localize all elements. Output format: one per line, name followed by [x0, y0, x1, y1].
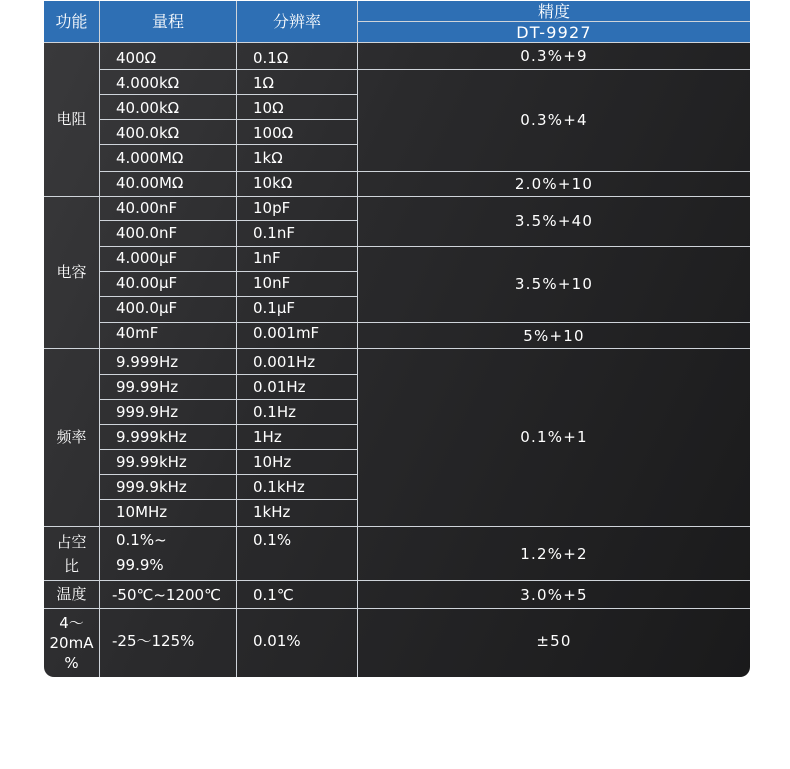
accuracy-cell: 3.0%+5: [520, 585, 588, 604]
range-cell: 400.0kΩ: [116, 124, 180, 142]
function-temperature: 温度: [56, 585, 87, 603]
divider-horizontal: [100, 94, 357, 95]
divider-horizontal: [100, 296, 357, 297]
resolution-cell: 0.1nF: [253, 224, 295, 242]
resolution-cell-temperature: 0.1℃: [253, 585, 294, 604]
duty-label-line2: 比: [63, 556, 79, 575]
range-cell: 4.000MΩ: [116, 149, 184, 167]
resolution-cell: 1nF: [253, 249, 281, 267]
range-cell: 400.0μF: [116, 299, 178, 317]
divider-horizontal: [100, 322, 357, 323]
resolution-cell: 0.01Hz: [253, 378, 306, 396]
accuracy-cell: 3.5%+10: [514, 275, 594, 293]
range-cell: 999.9kHz: [116, 478, 187, 496]
resolution-cell: 100Ω: [253, 124, 294, 142]
range-cell: 9.999kHz: [116, 428, 187, 446]
divider-horizontal: [100, 246, 357, 247]
duty-label-line1: 占空: [56, 532, 87, 551]
duty-range-line2: 99.9%: [116, 556, 164, 574]
resolution-cell-current: 0.01%: [253, 631, 301, 650]
divider-horizontal: [100, 499, 357, 500]
divider-horizontal: [100, 449, 357, 450]
resolution-cell: 10kΩ: [253, 174, 293, 192]
current-label-line2: 20mA: [49, 634, 94, 652]
accuracy-cell: 1.2%+2: [520, 544, 588, 563]
range-cell: 4.000μF: [116, 249, 178, 267]
range-cell: 400.0nF: [116, 224, 178, 242]
resolution-cell-duty: 0.1%: [253, 531, 292, 549]
resolution-cell: 1kΩ: [253, 149, 283, 167]
current-label-line3: %: [64, 654, 79, 672]
duty-range-line1: 0.1%~: [116, 531, 167, 549]
divider-horizontal: [44, 608, 750, 609]
resolution-cell: 10Ω: [253, 99, 284, 117]
divider-horizontal: [100, 220, 357, 221]
divider-horizontal: [100, 119, 357, 120]
divider-horizontal: [358, 69, 750, 70]
divider-horizontal: [100, 424, 357, 425]
range-cell-current: -25～125%: [112, 631, 195, 650]
accuracy-cell: 0.3%+9: [520, 46, 588, 65]
divider-horizontal: [44, 526, 750, 527]
range-cell: 40mF: [116, 324, 159, 342]
divider-horizontal: [100, 171, 357, 172]
range-cell: 999.9Hz: [116, 403, 179, 421]
header-accuracy: 精度: [358, 1, 750, 21]
function-current: [44, 609, 99, 677]
divider-horizontal: [100, 144, 357, 145]
accuracy-cell: ±50: [536, 631, 572, 650]
divider-horizontal: [44, 196, 750, 197]
function-frequency: 频率: [56, 428, 87, 446]
divider-vertical: [357, 1, 358, 677]
resolution-cell: 10Hz: [253, 453, 292, 471]
resolution-cell: 0.001mF: [253, 324, 320, 342]
resolution-cell: 0.001Hz: [253, 353, 316, 371]
accuracy-cell: 2.0%+10: [514, 174, 594, 193]
divider-horizontal: [100, 271, 357, 272]
header-function: 功能: [44, 1, 99, 42]
header-resolution: 分辨率: [237, 1, 357, 42]
range-cell: 99.99kHz: [116, 453, 187, 471]
header-model: DT-9927: [358, 22, 750, 42]
divider-horizontal: [100, 399, 357, 400]
range-cell-duty: [100, 528, 236, 580]
divider-horizontal: [44, 42, 750, 43]
function-capacitance: 电容: [56, 263, 87, 281]
divider-horizontal: [100, 69, 357, 70]
divider-horizontal: [358, 322, 750, 323]
range-cell: 400Ω: [116, 49, 157, 67]
resolution-cell: 1Hz: [253, 428, 282, 446]
current-label-line1: 4～: [59, 614, 84, 632]
divider-horizontal: [44, 580, 750, 581]
range-cell: 9.999Hz: [116, 353, 179, 371]
divider-vertical: [99, 1, 100, 677]
divider-horizontal: [44, 348, 750, 349]
divider-horizontal: [100, 374, 357, 375]
divider-vertical: [236, 1, 237, 677]
range-cell: 4.000kΩ: [116, 74, 180, 92]
range-cell-temperature: -50℃~1200℃: [112, 585, 221, 604]
header-range: 量程: [100, 1, 236, 42]
divider-horizontal: [100, 474, 357, 475]
range-cell: 40.00nF: [116, 199, 178, 217]
range-cell: 10MHz: [116, 503, 168, 521]
function-resistance: 电阻: [56, 110, 87, 128]
resolution-cell: 1Ω: [253, 74, 275, 92]
divider-horizontal: [358, 246, 750, 247]
spec-table: [44, 1, 750, 677]
divider-horizontal: [358, 21, 750, 22]
resolution-cell: 0.1μF: [253, 299, 296, 317]
resolution-cell: 1kHz: [253, 503, 291, 521]
accuracy-cell: 3.5%+40: [514, 212, 594, 230]
range-cell: 40.00MΩ: [116, 174, 184, 192]
divider-horizontal: [358, 171, 750, 172]
accuracy-cell: 5%+10: [523, 326, 585, 345]
resolution-cell: 0.1Ω: [253, 49, 289, 67]
resolution-cell: 10nF: [253, 274, 291, 292]
resolution-cell: 0.1Hz: [253, 403, 297, 421]
range-cell: 40.00μF: [116, 274, 178, 292]
resolution-cell: 0.1kHz: [253, 478, 305, 496]
range-cell: 40.00kΩ: [116, 99, 180, 117]
function-duty-cycle: [44, 527, 99, 580]
resolution-cell: 10pF: [253, 199, 291, 217]
accuracy-cell: 0.1%+1: [520, 428, 588, 446]
range-cell: 99.99Hz: [116, 378, 179, 396]
accuracy-cell: 0.3%+4: [520, 110, 588, 129]
